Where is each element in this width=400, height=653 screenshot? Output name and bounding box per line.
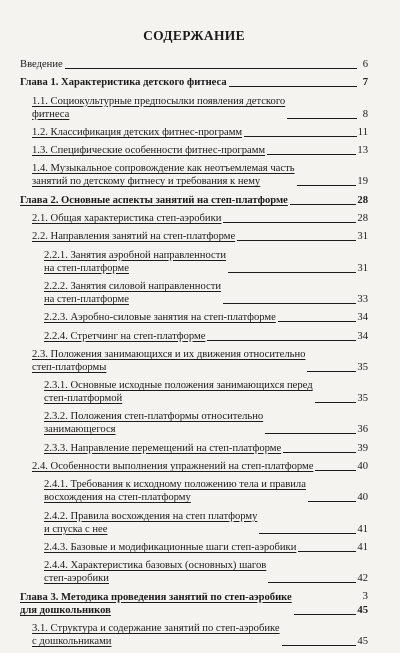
toc-entry <box>20 379 368 405</box>
toc-entry-text <box>32 212 221 225</box>
leader-line <box>283 452 356 453</box>
toc-entry-line: 2.3.1. Основные исходные положения занимающихся перед <box>44 380 313 392</box>
toc-entry-text <box>44 478 306 504</box>
toc-entry-line: 2.3. Положения занимающихся и их движения относительно <box>32 348 306 360</box>
toc-page-number: 40 <box>357 461 368 473</box>
leader-line <box>223 222 356 223</box>
toc-entry <box>20 478 368 504</box>
toc-page-number: 41 <box>357 523 368 535</box>
toc-entry-text <box>32 95 285 121</box>
toc-page-number: 13 <box>357 145 368 157</box>
toc-entry-text <box>20 76 227 89</box>
toc-entry <box>20 230 368 243</box>
toc-entry <box>20 144 368 157</box>
toc-entry <box>20 591 368 617</box>
toc-entry-text <box>44 410 263 436</box>
leader-line <box>287 118 357 119</box>
leader-line <box>229 86 357 87</box>
toc-entry-line: степ-аэробики <box>44 573 109 585</box>
toc-page-number: 34 <box>357 312 368 324</box>
toc-entry-line: занятий по детскому фитнесу и требования к нему <box>32 176 261 188</box>
toc-entry-line: Глава 2. Основные аспекты занятий на степ-платформе <box>20 194 288 206</box>
page-title: СОДЕРЖАНИЕ <box>143 28 245 43</box>
toc-page-number: 41 <box>357 541 368 553</box>
toc-entry-text <box>32 230 235 243</box>
leader-line <box>65 68 357 69</box>
toc-entry-text <box>20 194 288 207</box>
toc-entry <box>20 330 368 343</box>
leader-line <box>290 204 357 205</box>
toc-entry <box>20 348 368 374</box>
toc-entry-line: 2.2.1. Занятия аэробной направленности <box>44 249 227 261</box>
toc-page-number: 35 <box>357 361 368 373</box>
toc-entry <box>20 410 368 436</box>
leader-line <box>237 240 356 241</box>
leader-line <box>223 303 356 304</box>
toc-entry-line: Глава 3. Методика проведения занятий по степ-аэробике <box>20 591 292 603</box>
toc-entry-line: 2.2. Направления занятий на степ-платформе <box>32 231 236 243</box>
toc-entry-line: 2.1. Общая характеристика степ-аэробики <box>32 213 222 225</box>
leader-line <box>278 321 357 322</box>
toc-entry-text <box>44 330 205 343</box>
toc-page-number: 6 <box>362 59 368 70</box>
leader-line <box>315 470 356 471</box>
toc-entry-line: Введение <box>20 59 63 70</box>
toc-entry-line: 2.4.4. Характеристика базовых (основных) шагов <box>44 560 267 572</box>
toc-entry-text <box>32 126 242 139</box>
leader-line <box>244 136 357 137</box>
toc-entry-line: степ-платформой <box>44 393 123 405</box>
toc-page-number: 31 <box>357 262 368 274</box>
leader-line <box>267 154 356 155</box>
toc-entry-text <box>20 58 63 71</box>
toc-page-number: 42 <box>357 573 368 585</box>
toc-entry <box>20 126 368 139</box>
leader-line <box>265 433 356 434</box>
toc-entry-line: 3.1. Структура и содержание занятий по степ-аэробике <box>32 622 280 634</box>
toc-entry-line: для дошкольников <box>20 604 111 616</box>
page-number: 3 <box>362 590 368 602</box>
toc-entry-text <box>32 622 280 648</box>
toc-entry <box>20 559 368 585</box>
toc-entry-text <box>32 460 313 473</box>
toc-page-number: 31 <box>357 231 368 243</box>
toc-entry-line: степ-платформы <box>32 361 107 373</box>
toc-page-number: 34 <box>357 330 368 342</box>
toc-entry <box>20 162 368 188</box>
toc-entry <box>20 442 368 455</box>
toc-page-number: 45 <box>357 635 368 647</box>
toc-entry <box>20 460 368 473</box>
toc-page-number: 40 <box>357 492 368 504</box>
toc-entry <box>20 194 368 207</box>
leader-line <box>308 501 356 502</box>
toc-entry-text <box>44 379 313 405</box>
toc-entry <box>20 95 368 121</box>
toc-entry-line: 2.2.3. Аэробно-силовые занятия на степ-платформе <box>44 312 276 324</box>
toc-entry <box>20 58 368 71</box>
toc-entry <box>20 541 368 554</box>
toc-entry-text <box>32 348 305 374</box>
toc-entry-line: на степ-платформе <box>44 293 129 305</box>
leader-line <box>228 272 356 273</box>
toc-entry-text <box>44 442 281 455</box>
leader-line <box>268 582 356 583</box>
toc-entry-text <box>44 280 221 306</box>
toc-entry-text <box>32 144 265 157</box>
toc-entry-line: 2.4.2. Правила восхождения на степ платформу <box>44 510 258 522</box>
leader-line <box>297 185 357 186</box>
toc-entry-text <box>44 559 266 585</box>
leader-line <box>307 371 356 372</box>
toc-entry-line: восхождения на степ-платформу <box>44 492 191 504</box>
toc-entry-line: 1.3. Специфические особенности фитнес-программ <box>32 145 266 157</box>
toc-entry-line: 2.4. Особенности выполнения упражнений на степ-платформе <box>32 461 314 473</box>
toc-entry-line: 2.3.3. Направление перемещений на степ-платформе <box>44 442 282 454</box>
toc-entry <box>20 622 368 648</box>
leader-line <box>259 533 356 534</box>
toc-entry-line: 1.2. Классификация детских фитнес-программ <box>32 126 243 138</box>
leader-line <box>282 645 357 646</box>
toc-entry <box>20 311 368 324</box>
toc-entry-line: на степ-платформе <box>44 262 129 274</box>
toc-entry-text <box>32 162 295 188</box>
toc-entry-line: Глава 1. Характеристика детского фитнеса <box>20 77 227 89</box>
toc-list <box>20 58 368 648</box>
toc-entry-text <box>44 249 226 275</box>
toc-entry-text <box>44 541 296 554</box>
toc-entry <box>20 280 368 306</box>
toc-entry-text <box>44 311 276 324</box>
toc-entry-line: 2.2.2. Занятия силовой направленности <box>44 280 222 292</box>
toc-entry <box>20 76 368 89</box>
toc-entry-line: 1.1. Социокультурные предпосылки появления детского <box>32 95 286 107</box>
toc-entry-line: 2.3.2. Положения степ-платформы относительно <box>44 411 264 423</box>
toc-entry-line: 1.4. Музыкальное сопровождение как неотъемлемая часть <box>32 163 295 175</box>
toc-page-number: 33 <box>357 293 368 305</box>
toc-page-number: 28 <box>357 213 368 225</box>
toc-page-number: 35 <box>357 393 368 405</box>
toc-entry <box>20 510 368 536</box>
toc-page-number: 28 <box>357 194 368 206</box>
toc-page-number: 11 <box>357 126 368 138</box>
toc-entry <box>20 249 368 275</box>
toc-page-number: 45 <box>357 604 368 616</box>
toc-entry <box>20 212 368 225</box>
leader-line <box>294 614 357 615</box>
toc-entry-line: и спуска с нее <box>44 523 108 535</box>
toc-page-number: 19 <box>357 176 368 188</box>
toc-entry-line: 2.2.4. Стретчинг на степ-платформе <box>44 330 206 342</box>
toc-entry-line: с дошкольниками <box>32 635 112 647</box>
toc-entry-line: 2.4.1. Требования к исходному положению тела и правила <box>44 479 306 491</box>
toc-entry-line: фитнеса <box>32 108 70 120</box>
leader-line <box>298 551 356 552</box>
leader-line <box>315 402 357 403</box>
toc-entry-text <box>20 591 292 617</box>
toc-entry-line: 2.4.3. Базовые и модификационные шаги степ-аэробики <box>44 541 297 553</box>
toc-entry-line: занимающегося <box>44 424 116 436</box>
toc-page <box>20 28 368 653</box>
toc-page-number: 39 <box>357 442 368 454</box>
toc-page-number: 36 <box>357 424 368 436</box>
toc-entry-text <box>44 510 257 536</box>
toc-page-number: 8 <box>362 108 368 120</box>
leader-line <box>207 340 356 341</box>
toc-page-number: 7 <box>362 77 368 89</box>
